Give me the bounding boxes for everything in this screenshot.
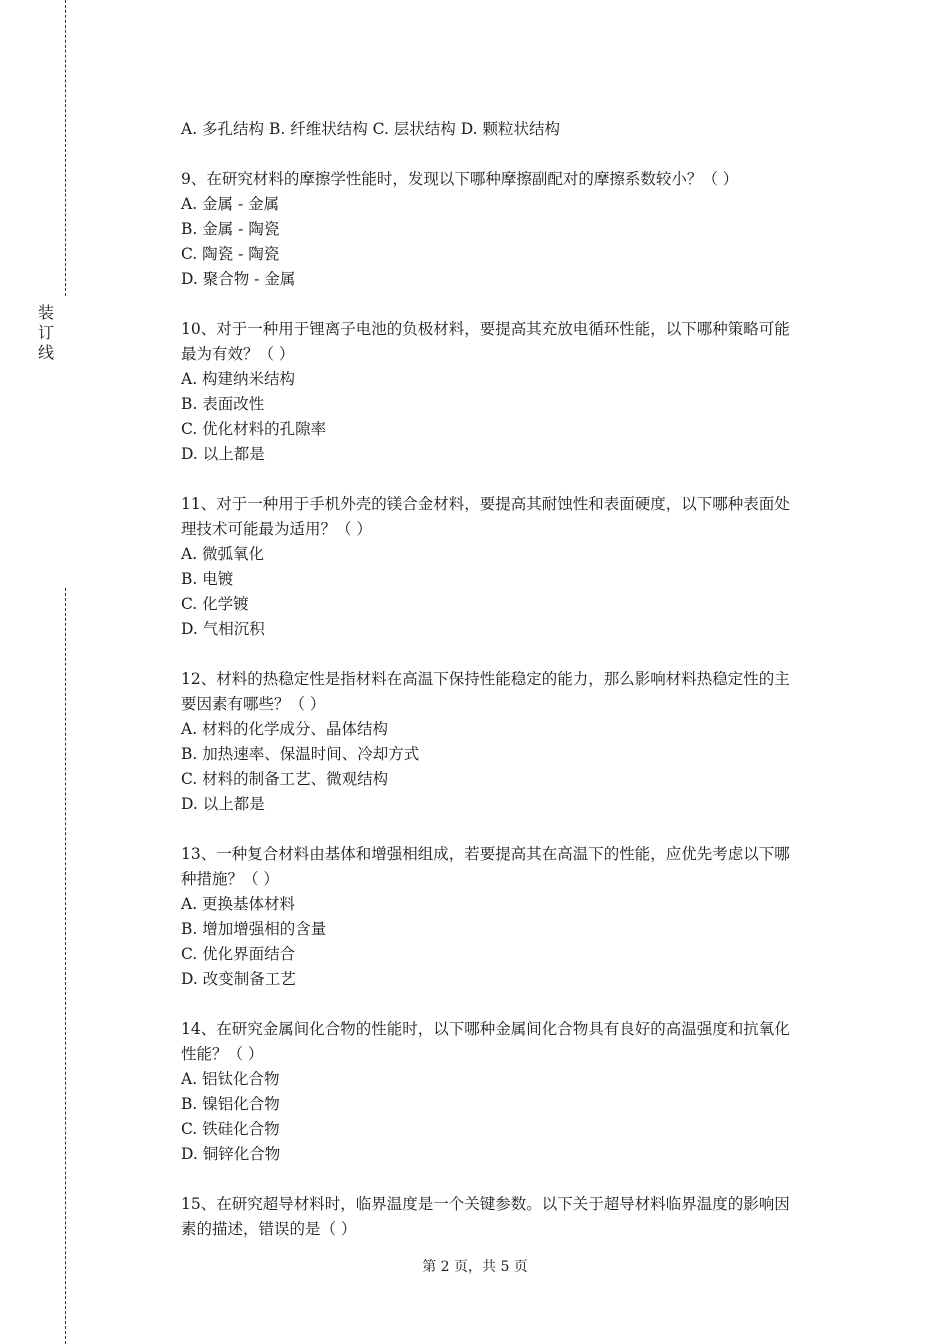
question-stem-cont: 性能？（ ） [181, 1045, 264, 1063]
binding-label-char: 订 [37, 323, 54, 342]
option-d: D. 铜锌化合物 [181, 1145, 281, 1163]
question-stem-cont: 种措施？（ ） [181, 870, 279, 888]
option-a: A. 材料的化学成分、晶体结构 [181, 720, 389, 738]
binding-label [37, 303, 55, 363]
question-10 [181, 317, 837, 467]
question-stem-cont: 最为有效？（ ） [181, 345, 295, 363]
option-c: C. 陶瓷 - 陶瓷 [181, 245, 280, 263]
option-b: B. 电镀 [181, 570, 234, 588]
option-d: D. 聚合物 - 金属 [181, 270, 296, 288]
option-b: B. 表面改性 [181, 395, 265, 413]
binding-line-top [65, 0, 66, 296]
question-stem-cont: 素的描述，错误的是（ ） [181, 1220, 357, 1238]
option-b: B. 加热速率、保温时间、冷却方式 [181, 745, 420, 763]
option-a: A. 更换基体材料 [181, 895, 296, 913]
question-stem-cont: 要因素有哪些？（ ） [181, 695, 326, 713]
question-stem-cont: 理技术可能最为适用？（ ） [181, 520, 372, 538]
question-stem: 9、在研究材料的摩擦学性能时，发现以下哪种摩擦副配对的摩擦系数较小？（ ） [181, 170, 739, 188]
option-a: A. 金属 - 金属 [181, 195, 280, 213]
page-footer [0, 1257, 950, 1277]
option-d: D. 改变制备工艺 [181, 970, 296, 988]
q8-options-line: A. 多孔结构 B. 纤维状结构 C. 层状结构 D. 颗粒状结构 [181, 120, 560, 138]
option-a: A. 微弧氧化 [181, 545, 265, 563]
binding-label-char: 线 [37, 343, 54, 362]
question-stem: 13、一种复合材料由基体和增强相组成，若要提高其在高温下的性能，应优先考虑以下哪 [181, 845, 790, 863]
question-stem: 15、在研究超导材料时，临界温度是一个关键参数。以下关于超导材料临界温度的影响因 [181, 1195, 790, 1213]
question-stem: 11、对于一种用于手机外壳的镁合金材料，要提高其耐蚀性和表面硬度，以下哪种表面处 [181, 495, 790, 513]
question-9 [181, 167, 837, 292]
option-d: D. 以上都是 [181, 795, 265, 813]
question-stem: 14、在研究金属间化合物的性能时，以下哪种金属间化合物具有良好的高温强度和抗氧化 [181, 1020, 790, 1038]
question-12 [181, 667, 837, 817]
option-b: B. 金属 - 陶瓷 [181, 220, 280, 238]
page-number: 第 2 页，共 5 页 [422, 1259, 528, 1275]
question-content [181, 117, 837, 1242]
option-b: B. 增加增强相的含量 [181, 920, 327, 938]
question-11 [181, 492, 837, 642]
option-c: C. 铁硅化合物 [181, 1120, 280, 1138]
option-c: C. 材料的制备工艺、微观结构 [181, 770, 389, 788]
option-c: C. 优化材料的孔隙率 [181, 420, 327, 438]
binding-line-bottom [65, 588, 66, 1344]
option-a: A. 构建纳米结构 [181, 370, 296, 388]
question-15 [181, 1192, 837, 1242]
question-14 [181, 1017, 837, 1167]
binding-label-char: 装 [37, 303, 54, 322]
question-stem: 12、材料的热稳定性是指材料在高温下保持性能稳定的能力，那么影响材料热稳定性的主 [181, 670, 790, 688]
option-d: D. 气相沉积 [181, 620, 265, 638]
question-13 [181, 842, 837, 992]
option-a: A. 铝钛化合物 [181, 1070, 280, 1088]
option-b: B. 镍铝化合物 [181, 1095, 280, 1113]
option-d: D. 以上都是 [181, 445, 265, 463]
question-stem: 10、对于一种用于锂离子电池的负极材料，要提高其充放电循环性能，以下哪种策略可能 [181, 320, 790, 338]
option-c: C. 化学镀 [181, 595, 249, 613]
option-c: C. 优化界面结合 [181, 945, 296, 963]
